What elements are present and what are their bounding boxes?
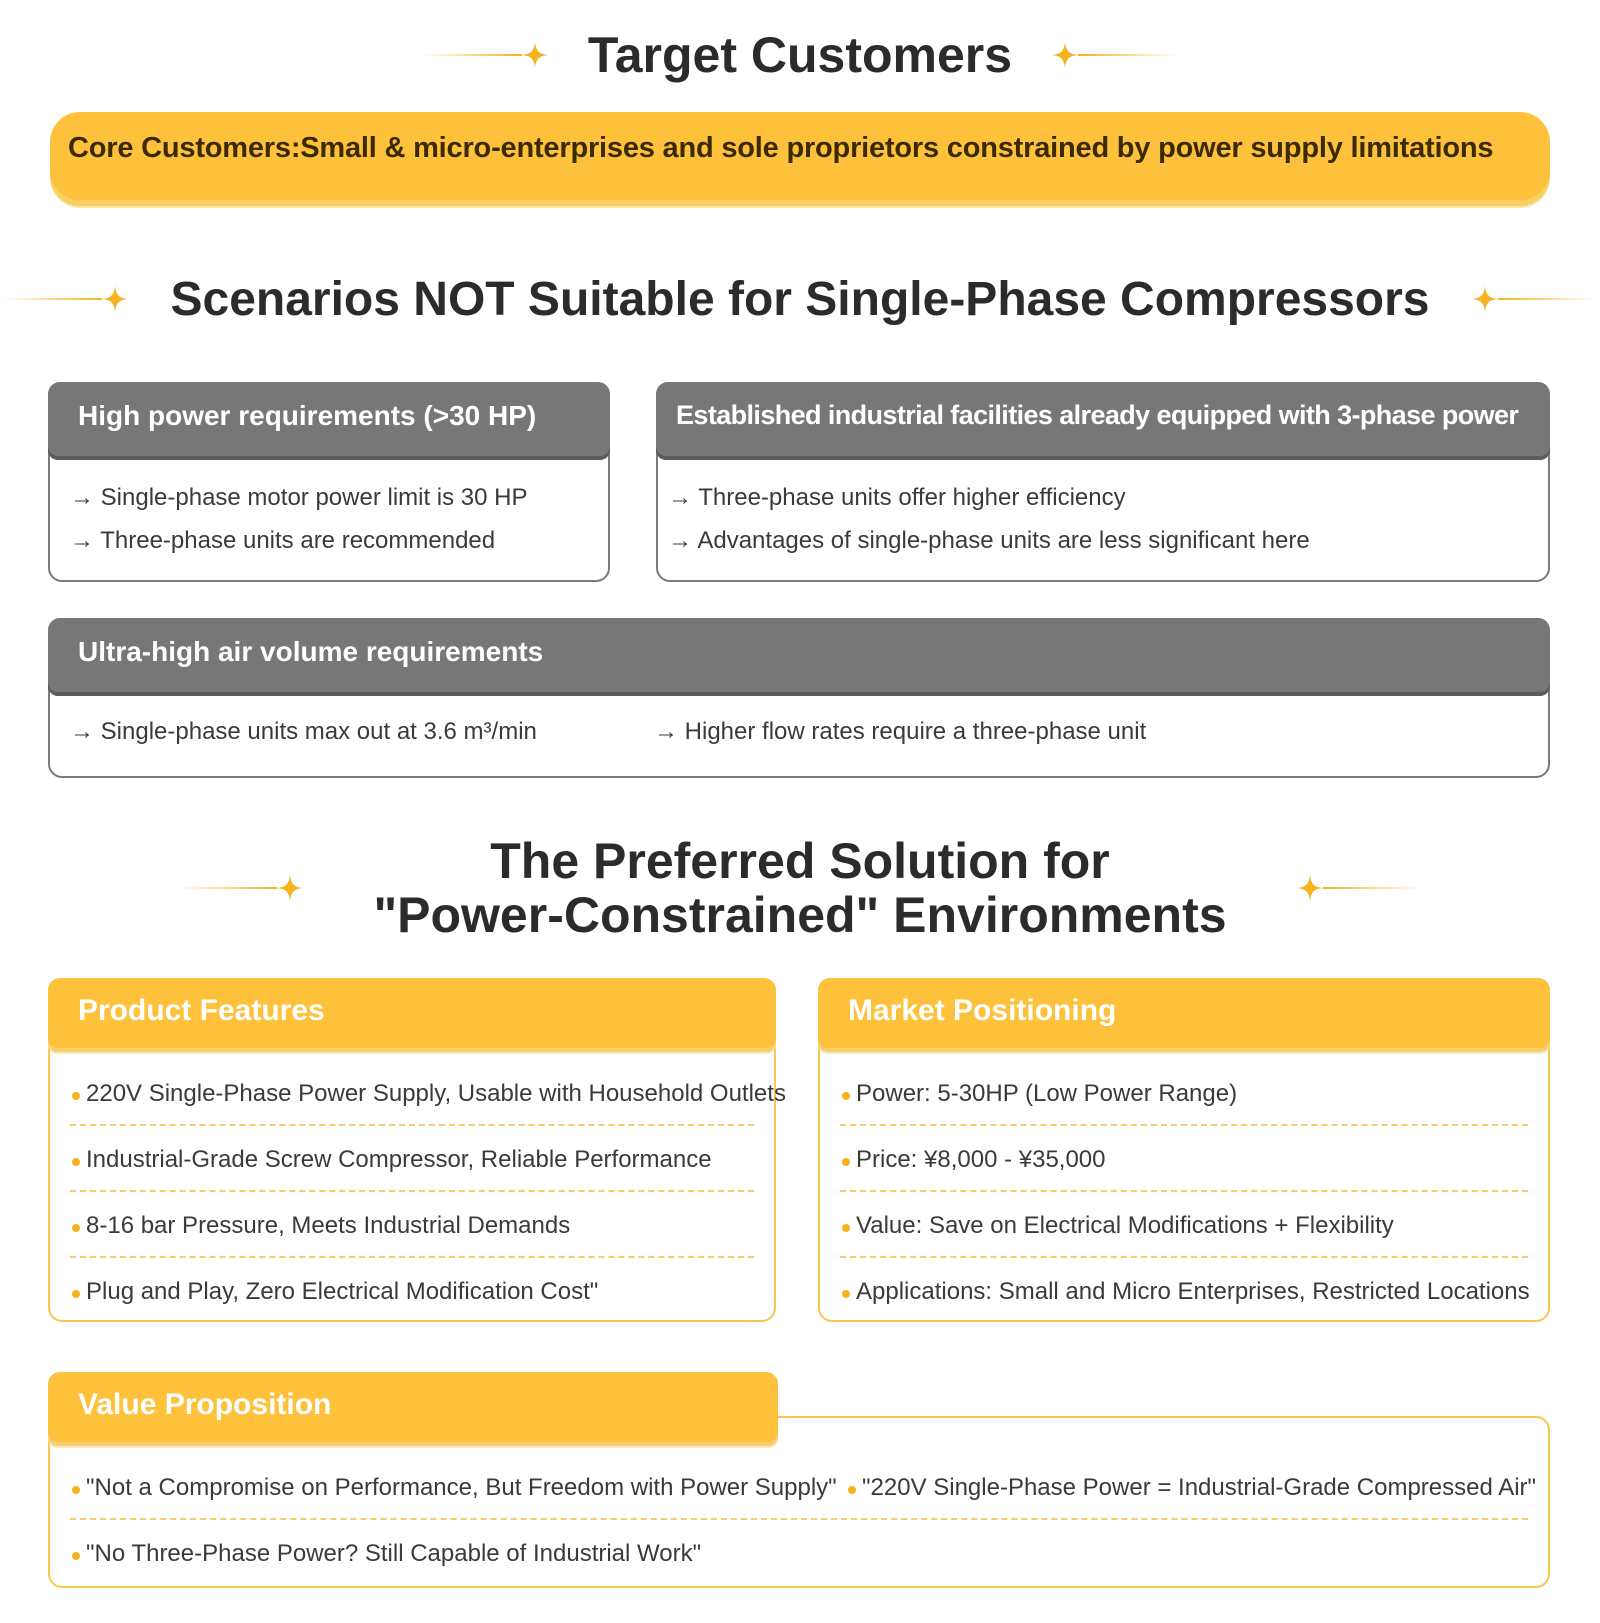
card-header — [48, 1372, 778, 1442]
card-header — [48, 978, 776, 1048]
core-customers-banner — [50, 112, 1550, 200]
bullet-icon — [72, 1092, 80, 1100]
core-customers-text: Core Customers:Small & micro-enterprises and sole proprietors constrained by power supply limitations — [68, 132, 1494, 164]
list-item: Industrial-Grade Screw Compressor, Reliable Performance — [70, 1126, 754, 1192]
list-item-row — [70, 1454, 1537, 1520]
market-positioning-card — [818, 978, 1550, 1322]
list-item: "Not a Compromise on Performance, But Freedom with Power Supply" — [86, 1474, 837, 1501]
bullet-icon — [848, 1486, 856, 1494]
card-title: High power requirements (>30 HP) — [78, 400, 537, 431]
star-icon — [102, 286, 128, 312]
value-proposition-card — [48, 1388, 1550, 1588]
card-header — [818, 978, 1550, 1048]
product-features-card — [48, 978, 786, 1322]
list-item: Applications: Small and Micro Enterprises, Restricted Locations — [840, 1258, 1528, 1324]
section-title — [373, 834, 1226, 942]
card-header — [48, 618, 1550, 692]
bullet-icon — [72, 1158, 80, 1166]
star-icon — [1052, 42, 1078, 68]
list-item: Value: Save on Electrical Modifications + Flexibility — [840, 1192, 1528, 1258]
bullet-icon — [842, 1290, 850, 1298]
left-star-decoration — [2, 286, 128, 312]
list-item: Power: 5-30HP (Low Power Range) — [840, 1060, 1528, 1126]
card-line: → Advantages of single-phase units are less significant here — [668, 527, 1310, 554]
card-header — [48, 382, 610, 456]
target-customers-heading — [0, 22, 1600, 88]
page-title: Target Customers — [587, 27, 1013, 83]
card-title: Value Proposition — [78, 1388, 332, 1421]
bullet-icon — [842, 1092, 850, 1100]
preferred-solution-heading — [0, 828, 1600, 948]
bullet-icon — [72, 1552, 80, 1560]
card-line: → Three-phase units are recommended — [70, 527, 496, 554]
star-icon — [277, 875, 303, 901]
right-star-decoration — [1472, 286, 1598, 312]
card-line: → Higher flow rates require a three-phase unit — [654, 718, 1147, 745]
left-star-decoration — [422, 42, 548, 68]
bullet-icon — [842, 1224, 850, 1232]
section-title: Scenarios NOT Suitable for Single-Phase Compressors — [170, 272, 1430, 326]
bullet-icon — [72, 1486, 80, 1494]
card-line: → Three-phase units offer higher efficiency — [668, 484, 1126, 511]
title-line-2: "Power-Constrained" Environments — [373, 887, 1227, 943]
right-star-decoration — [1052, 42, 1178, 68]
list-item: 8-16 bar Pressure, Meets Industrial Demands — [70, 1192, 754, 1258]
not-suitable-heading — [0, 266, 1600, 332]
bullet-icon — [842, 1158, 850, 1166]
card-line: → Single-phase units max out at 3.6 m³/min — [70, 718, 537, 745]
card-line: → Single-phase motor power limit is 30 HP — [70, 484, 528, 511]
air-volume-card — [48, 618, 1550, 778]
list-item: Price: ¥8,000 - ¥35,000 — [840, 1126, 1528, 1192]
right-star-decoration — [1297, 875, 1423, 901]
list-item: 220V Single-Phase Power Supply, Usable with Household Outlets — [70, 1060, 754, 1126]
list-item: Plug and Play, Zero Electrical Modification Cost" — [70, 1258, 754, 1324]
established-facilities-card — [656, 382, 1550, 582]
title-line-1: The Preferred Solution for — [490, 833, 1110, 889]
card-header — [656, 382, 1550, 456]
card-title: Established industrial facilities already equipped with 3-phase power — [676, 400, 1519, 430]
list-item: "220V Single-Phase Power = Industrial-Grade Compressed Air" — [862, 1474, 1537, 1501]
card-title: Product Features — [78, 994, 325, 1027]
list-item: "No Three-Phase Power? Still Capable of Industrial Work" — [70, 1520, 1528, 1586]
card-title: Ultra-high air volume requirements — [78, 636, 544, 667]
star-icon — [1472, 286, 1498, 312]
bullet-icon — [72, 1290, 80, 1298]
high-power-card — [48, 382, 610, 582]
left-star-decoration — [177, 875, 303, 901]
star-icon — [1297, 875, 1323, 901]
bullet-icon — [72, 1224, 80, 1232]
card-title: Market Positioning — [848, 994, 1117, 1027]
star-icon — [522, 42, 548, 68]
